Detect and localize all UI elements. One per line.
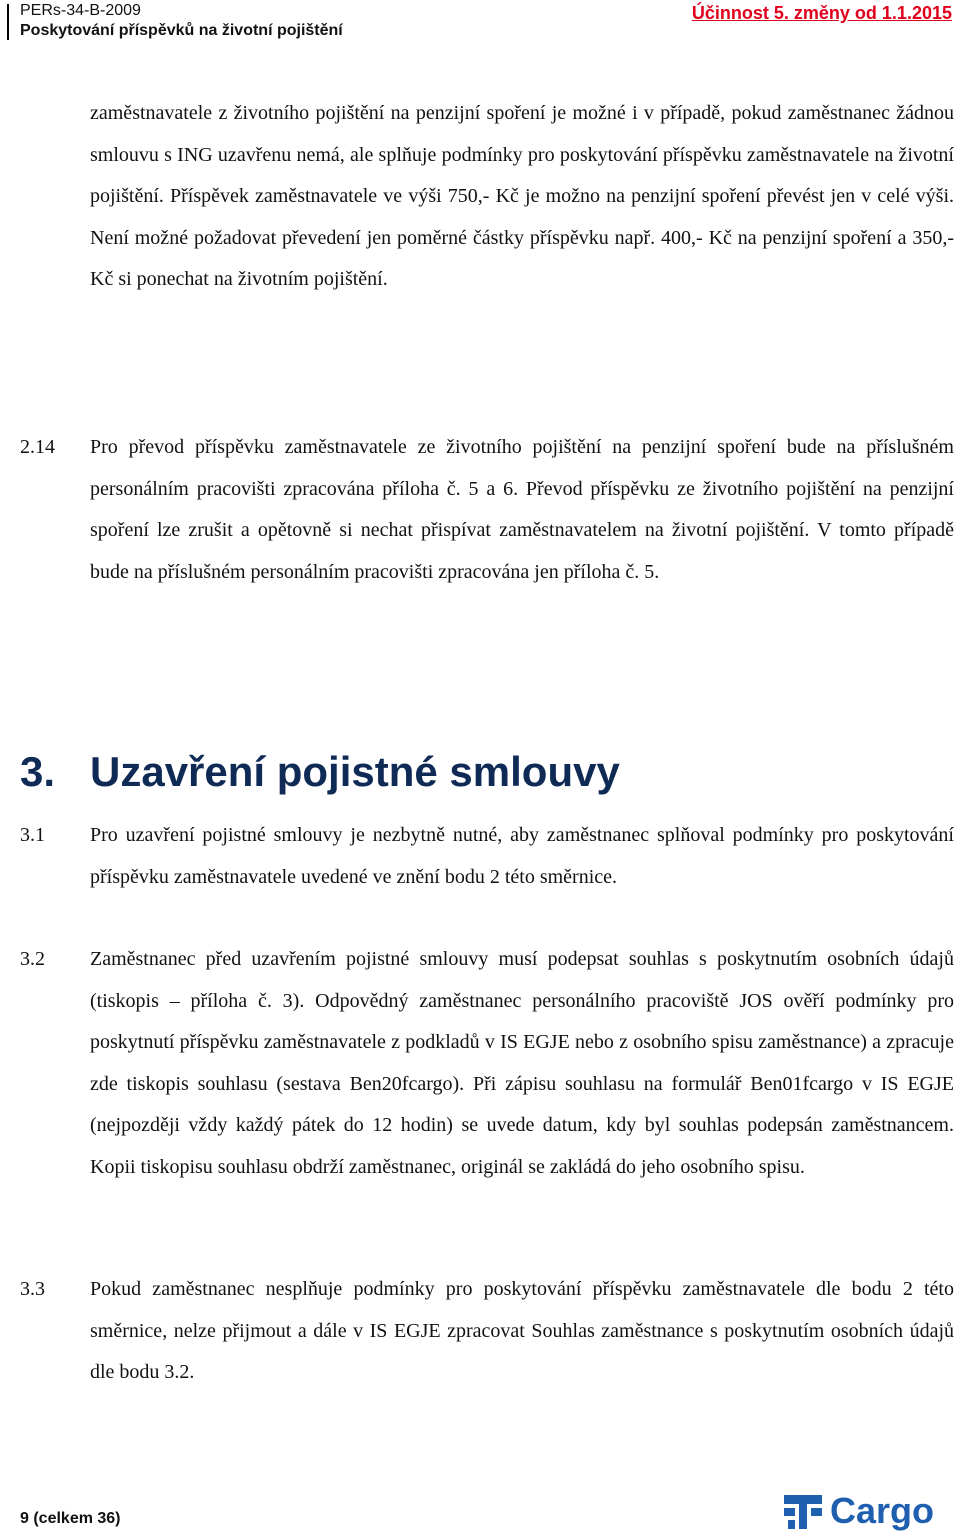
section-number: 3.2 [20,948,45,970]
page-header [0,0,960,44]
document-subtitle: Poskytování příspěvků na životní pojištění [20,22,343,39]
section-heading: Uzavření pojistné smlouvy [90,748,620,795]
logo-wordmark: Cargo [830,1490,935,1531]
section-3-2-text: Zaměstnanec před uzavřením pojistné smlouvy musí podepsat souhlas s poskytnutím osobních údajů (tiskopis – příloha č. 3). Odpovědný zaměstnanec personálního pracoviště JOS ověří podmínky pro poskytnutí příspěvku zaměstnavatele z podkladů v IS EGJE nebo z osobního spisu zaměstnance) a zpracuje zde tiskopis souhlasu (sestava Ben20fcargo). Při zápisu souhlasu na formulář Ben01fcargo v IS EGJE (nejpozději vždy každý pátek do 12 hodin) se uvede datum, kdy byl souhlas podepsán zaměstnancem. Kopii tiskopisu souhlasu obdrží zaměstnanec, originál se zakládá do jeho osobního spisu. [90,948,954,1178]
section-3-3-text: Pokud zaměstnanec nesplňuje podmínky pro poskytování příspěvku zaměstnavatele dle bodu 2 této směrnice, nelze přijmout a dále v IS EGJE zpracovat Souhlas zaměstnance s poskytnutím osobních údajů dle bodu 3.2. [90,1278,954,1383]
section-3-1-text: Pro uzavření pojistné smlouvy je nezbytně nutné, aby zaměstnanec splňoval podmínky pro poskytování příspěvku zaměstnavatele uvedené ve znění bodu 2 této směrnice. [90,824,954,888]
section-number: 2.14 [20,436,55,458]
section-number: 3.1 [20,824,45,846]
effective-date: Účinnost 5. změny od 1.1.2015 [691,3,952,23]
company-logo [780,1490,956,1534]
section-number: 3.3 [20,1278,45,1300]
section-2-14-text: Pro převod příspěvku zaměstnavatele ze životního pojištění na penzijní spoření bude na příslušném personálním pracovišti zpracována příloha č. 5 a 6. Převod příspěvku ze životního pojištění na penzijní spoření lze zrušit a opětovně si nechat přispívat zaměstnavatelem na životní pojištění. V tomto případě bude na příslušném personálním pracovišti zpracována jen příloha č. 5. [90,436,954,583]
page-number: 9 (celkem 36) [20,1510,121,1527]
header-rule [7,4,9,40]
cd-logo-icon [780,1491,826,1533]
heading-number: 3. [20,748,56,795]
intro-paragraph: zaměstnavatele z životního pojištění na penzijní spoření je možné i v případě, pokud zaměstnanec žádnou smlouvu s ING uzavřenu nemá, ale splňuje podmínky pro poskytování příspěvku zaměstnavatele na životní pojištění. Příspěvek zaměstnavatele ve výši 750,- Kč je možno na penzijní spoření převést jen v celé výši. Není možné požadovat převedení jen poměrné částky příspěvku např. 400,- Kč na penzijní spoření a 350,- Kč si ponechat na životním pojištění. [90,102,954,290]
document-id: PERs-34-B-2009 [20,2,141,19]
